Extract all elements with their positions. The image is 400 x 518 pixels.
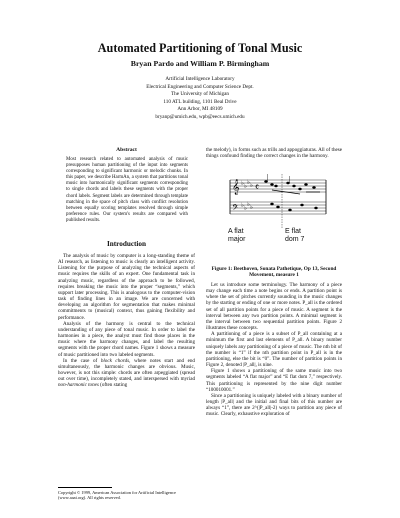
paper-title: Automated Partitioning of Tonal Music (97, 41, 303, 55)
introduction-heading: Introduction (106, 240, 146, 248)
intro-paragraph-2: Analysis of the harmony is central to the technical understanding of any piece of tonal music. In order to label the harmonies in a piece, the analyst must find those places in the music where the harmony changes, and label the resulting segments with the proper chord names. Figure 1 shows a measure of music partitioned into two labeled segments. (58, 320, 195, 358)
abstract-text: Most research related to automated analysis of music presupposes human partitioning of the input into segments corresponding to significant harmonic or melodic chunks. In this paper, we describe HarmAn, a system that partitions tonal music into harmonically significant segments corresponding to single chords and labels these segments with the proper chord labels. Segment labels are determined through template matching in the space of pitch class with conflict resolution between equally scoring templates resolved through simple preference rules. Our system's results are compared with published results. (66, 157, 188, 223)
svg-text:♭: ♭ (250, 182, 253, 189)
affiliation-block (0, 76, 400, 122)
right-column-top (206, 147, 342, 159)
affiliation-line: Artificial Intelligence Laboratory (165, 76, 235, 82)
terminology-paragraph: Let us introduce some terminology. The harmony of a piece may change each time a note begins or ends. A partition point is where the set of pitches currently sounding in the music changes by the starting or ending of one or more notes. P_all is the ordered set of all partition points for a piece of music. A segment is the interval between any two partition points. A minimal segment is the interval between two sequential partition points. Figure 2 illustrates these concepts. (206, 282, 342, 332)
affiliation-emails: bryanp@umich.edu, wpb@eecs.umich.edu (155, 113, 245, 120)
svg-text:♭: ♭ (247, 201, 250, 208)
treble-clef-icon: 𝄞 (232, 180, 240, 195)
common-time-icon: 𝄴 (255, 183, 260, 193)
svg-text:♭: ♭ (250, 204, 253, 211)
svg-text:♭: ♭ (241, 180, 244, 187)
figure-1-caption: Figure 1: Beethoven, Sonata Pathetique, Op 13, Second Movement, measure 1 (211, 266, 337, 279)
partitioning-paragraph: A partitioning of a piece is a subset of P_all containing at a minimum the first and last elements of P_all. A binary number uniquely labels any partitioning of a piece of music. The nth bit of the number is “1” if the nth partition point in P_all is in the partitioning, else the bit is “0”. The number of partition points in Figure 2, denoted |P_all|, is nine. (206, 331, 342, 369)
key-signature (241, 179, 253, 212)
svg-text:♭: ♭ (244, 183, 247, 190)
bass-clef-icon: 𝄢 (232, 204, 239, 215)
notes (264, 174, 320, 211)
chord-label-e-flat-dom7: E flat dom 7 (285, 228, 305, 243)
binary-count-paragraph: Since a partitioning is uniquely labeled with a binary number of length |P_all| and the initial and final bits of this number are always “1”, there are 2^(|P_all|-2) ways to partition any piece of music. Clearly, exhaustive exploration of (206, 392, 342, 418)
affiliation-line: Ann Arbor, MI 48109 (177, 106, 223, 113)
affiliation-line: Electrical Engineering and Computer Science Dept. (146, 83, 254, 90)
affiliation-line: The University of Michigan (170, 91, 230, 98)
paper-authors: Bryan Pardo and William P. Birmingham (130, 59, 270, 68)
abstract-heading: Abstract (116, 147, 137, 153)
svg-text:♭: ♭ (247, 179, 250, 186)
footnote-rule (58, 487, 112, 488)
affiliation-line: 110 ATL building, 1101 Beal Drive (163, 98, 237, 105)
figure1-partitioning-paragraph: Figure 1 shows a partitioning of the same music into two segments labeled “A flat major” and “E flat dom 7,” respectively. This partitioning is represented by the nine digit number “100010001.” (206, 368, 342, 393)
right-continuation-paragraph: the melody), in forms such as trills and appoggiaturas. All of these things confound finding the correct changes in the harmony. (206, 147, 342, 160)
intro-paragraph-3: In the case of block chords, where notes start and end simultaneously, the harmonic changes are obvious. Music, however, is not this simple: chords are often arpeggiated (spread out over time), incompletely stated, and interspersed with myriad non-harmonic tones (often stating (58, 357, 195, 389)
right-column-body (206, 282, 342, 417)
svg-text:♭: ♭ (241, 202, 244, 209)
svg-text:♭: ♭ (244, 205, 247, 212)
emphasis-non-harmonic-tones: non-harmonic tones (58, 382, 99, 389)
introduction-body (58, 253, 195, 388)
chord-label-a-flat-major: A flat major (228, 228, 246, 243)
copyright-footnote: Copyright © 1999, American Association for Artificial Intelligence (www.aaai.org). All rights reserved. (58, 490, 176, 501)
intro-paragraph-1: The analysis of music by computer is a long-standing theme of AI research, as listening to music is clearly an intelligent activity. Listening for the purpose of analyzing the technical aspects of music requires the skills of an expert. One fundamental task in analyzing music, regardless of the approach to be followed, requires breaking the music into the proper “segments,” which support later processing. This is analogous to the computer-vision task of finding lines in an image. We are concerned with developing an algorithm for segmentation that makes minimal commitments to (musical) context, thus gaining flexibility and performance. (58, 253, 195, 321)
emphasis-block-chords: block chords (100, 357, 130, 364)
